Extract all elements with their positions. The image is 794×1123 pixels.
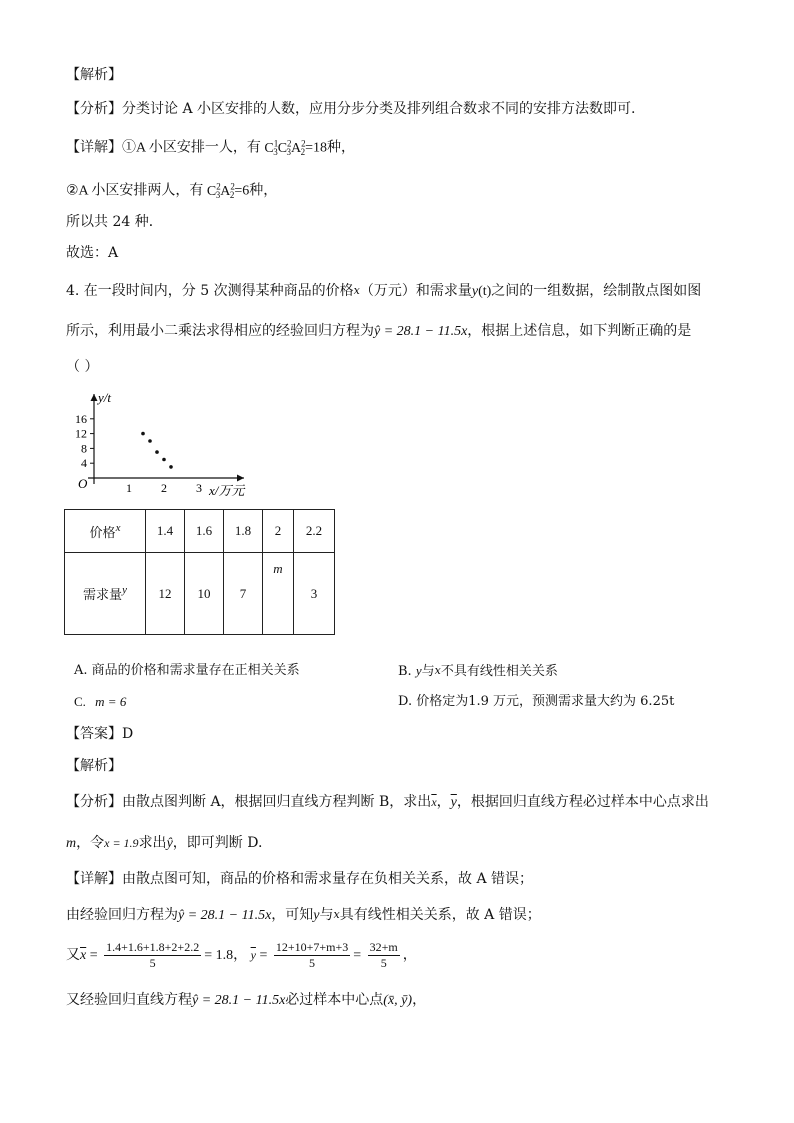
combination-formula-2: $C^2_3A^2_2$: [206, 181, 235, 201]
price-cell: 1.6: [185, 510, 224, 553]
q4-stem-line2: 所示，利用最小二乘法求得相应的经验回归方程为ŷ = 28.1 − 11.5x，根据上述信息，如下判断正确的是: [66, 323, 692, 339]
origin-label: O: [78, 476, 88, 491]
q3-total: 所以共 24 种．: [66, 214, 163, 230]
q4-stem-line1: 4. 在一段时间内，分 5 次测得某种商品的价格$^x$（万元）和需求量y(t)之间的一组数据，绘制散点图如图: [66, 283, 702, 299]
q3-detail-case1: 【详解】①A 小区安排一人，有 $C^1_3C^2_3A^2_2=18$种，: [66, 138, 356, 158]
q4-detail-line1: 【详解】由散点图可知，商品的价格和需求量存在负相关关系，故 A 错误；: [66, 871, 534, 887]
mean-x-fraction: $\frac{1.4+1.6+1.8+2+2.2}{5}$: [106, 940, 200, 971]
option-c: C. m = 6: [74, 694, 127, 709]
q4-analysis-line2: m，令x = 1.9求出ŷ，即可判断 D.: [66, 835, 263, 851]
y-tick-label: 8: [81, 441, 87, 456]
regression-equation: ŷ = 28.1 − 11.5x: [374, 324, 468, 339]
row-header-price: 价格$^x$: [65, 510, 146, 553]
row-header-demand: 需求量$^y$: [65, 553, 146, 635]
scatter-point: [148, 439, 152, 443]
q4-detail-line2: 由经验回归方程为ŷ = 28.1 − 11.5x，可知y与$^x$具有线性相关关系，故 A 错误；: [66, 907, 541, 923]
table-row-demand: [65, 553, 335, 635]
price-cell: 2.2: [294, 510, 335, 553]
data-table: [64, 509, 335, 635]
q4-analysis-line1: 【分析】由散点图判断 A，根据回归直线方程判断 B，求出$\overline{x}$，$\overline{y}$，根据回归直线方程必过样本中心点求出: [66, 794, 709, 810]
x-tick-label: 3: [196, 481, 202, 495]
scatter-point: [141, 432, 145, 436]
y-axis-label: y/t: [98, 390, 111, 405]
q4-detail-line3: 又$\overline{x}$ = $\frac{1.4+1.6+1.8+2+2.2}{5}$ = 1.8， $\overline{y}$ = $\frac{12+10+7+m+3}{5}$ = $\frac{32+m}{5}$ ，: [66, 940, 417, 971]
price-cell: 1.4: [146, 510, 185, 553]
q3-detail-case2: ②A 小区安排两人，有 $C^2_3A^2_2=6$种，: [66, 181, 278, 201]
q4-paren: （ ）: [66, 359, 99, 375]
q3-jiexi-heading: 【解析】: [66, 67, 122, 83]
q3-analysis: 【分析】分类讨论 A 小区安排的人数，应用分步分类及排列组合数求不同的安排方法数即可.: [66, 101, 636, 117]
y-tick-label: 12: [75, 426, 87, 441]
q4-answer: 【答案】D: [66, 726, 134, 742]
demand-cell: 3: [294, 553, 335, 635]
option-d: D. 价格定为1.9 万元，预测需求量大约为 6.25t: [398, 694, 675, 709]
combination-formula-1: $C^1_3C^2_3A^2_2$: [264, 138, 306, 158]
mean-y-simplified: $\frac{32+m}{5}$: [369, 940, 398, 971]
price-cell: 2: [263, 510, 294, 553]
demand-cell: 7: [224, 553, 263, 635]
x-tick-label: 2: [161, 481, 167, 495]
demand-cell: 12: [146, 553, 185, 635]
scatter-point: [169, 465, 173, 469]
option-a: A. 商品的价格和需求量存在正相关关系: [74, 663, 300, 678]
demand-cell-m: m: [263, 553, 294, 635]
x-tick-label: 1: [126, 481, 132, 495]
scatter-plot: [66, 384, 266, 502]
y-tick-label: 4: [81, 456, 87, 471]
price-cell: 1.8: [224, 510, 263, 553]
q4-detail-line4: 又经验回归直线方程ŷ = 28.1 − 11.5x必过样本中心点(x̄, ȳ)，: [66, 992, 427, 1008]
demand-cell: 10: [185, 553, 224, 635]
y-tick-label: 16: [75, 411, 87, 426]
option-b: B. y与$^x$不具有线性相关关系: [398, 663, 558, 679]
scatter-point: [155, 450, 159, 454]
mean-y-fraction: $\frac{12+10+7+m+3}{5}$: [275, 940, 349, 971]
table-row-price: [65, 510, 335, 553]
q4-jiexi-heading: 【解析】: [66, 758, 122, 774]
scatter-point: [162, 458, 166, 462]
q3-choice: 故选：A: [66, 245, 119, 261]
x-axis-label: x/万元: [209, 483, 245, 498]
